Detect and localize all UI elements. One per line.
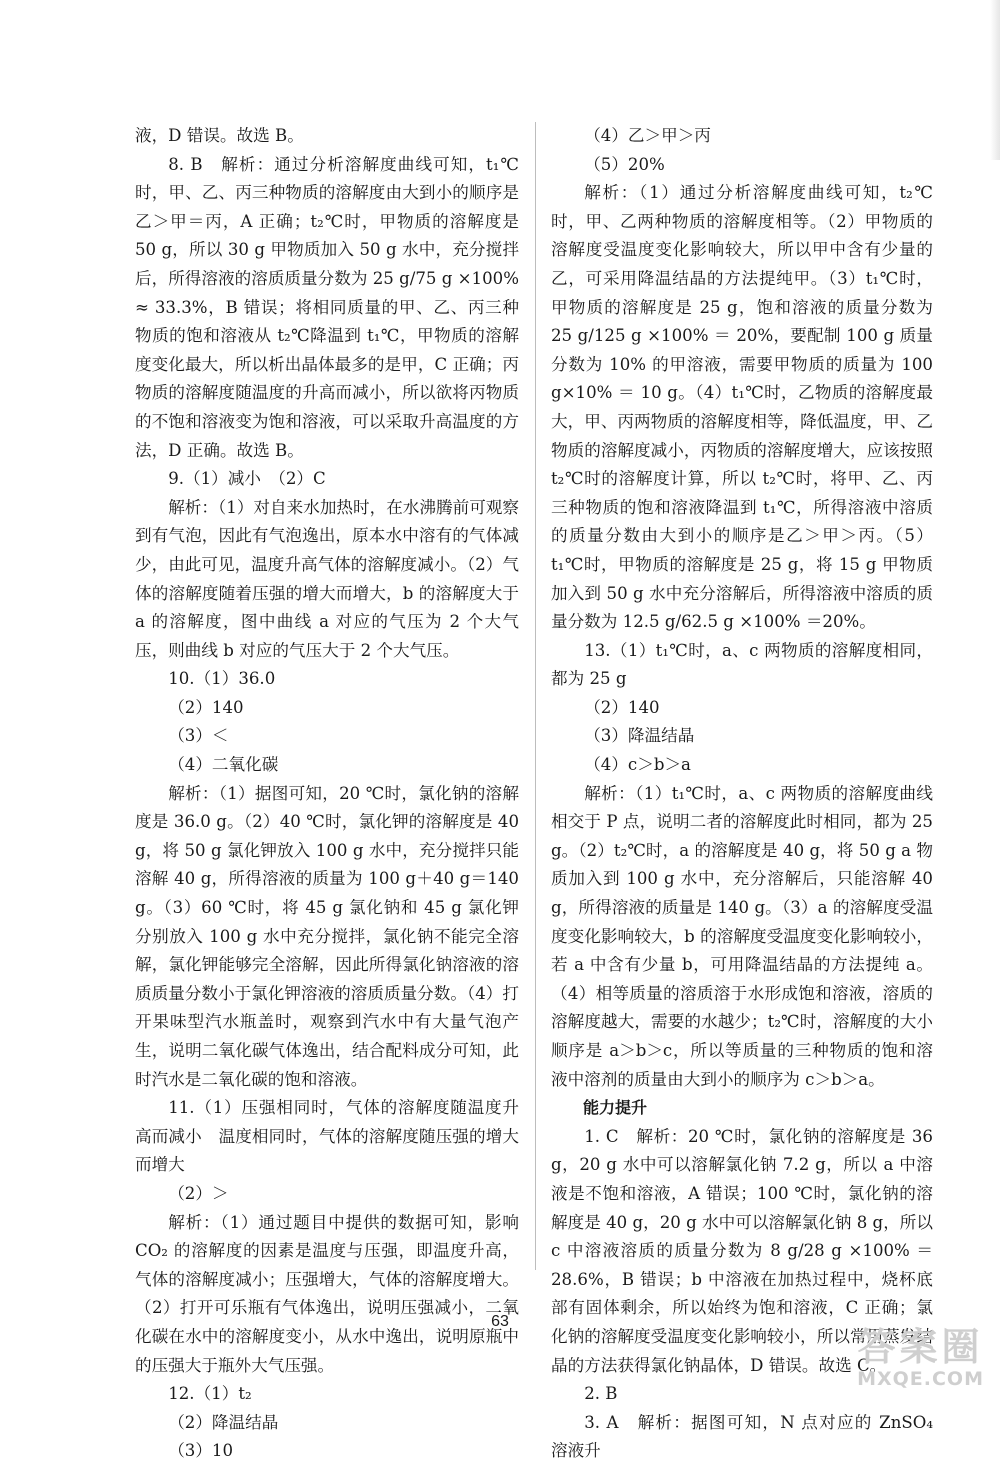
answer-paragraph: 1. C 解析：20 ℃时，氯化钠的溶解度是 36 g，20 g 水中可以溶解氯化钠 7.2 g，所以 a 中溶液是不饱和溶液，A 错误；100 ℃时，氯化钠的溶解度是 40 g，20 g 水中可以溶解氯化钠 8 g，所以 c 中溶液溶质的质量分数为 8 g/28 g ×100% ＝ 28.6%，B 错误；b 中溶液在加热过程中，烧杯底部有固体剩余，所以始终为饱和溶液，C 正确；氯化钠的溶解度受温度变化影响较小，所以常用蒸发结晶的方法获得氯化钠晶体，D 错误。故选 C。: [551, 1126, 933, 1375]
right-column: [551, 122, 933, 1466]
answer-paragraph: （2）140: [168, 697, 244, 717]
answer-paragraph: 解析：（1）通过分析溶解度曲线可知，t₂℃时，甲、乙两种物质的溶解度相等。（2）甲物质的溶解度受温度变化影响较大，所以甲中含有少量的乙，可采用降温结晶的方法提纯甲。（3）t₁℃时，甲物质的溶解度是 25 g，饱和溶液的质量分数为 25 g/125 g ×100% ＝ 20%，要配制 100 g 质量分数为 10% 的甲溶液，需要甲物质的质量为 100 g×10% ＝ 10 g。（4）t₁℃时，乙物质的溶解度最大，甲、丙两物质的溶解度相等，降低温度，甲、乙物质的溶解度减小，丙物质的溶解度增大，应该按照 t₂℃时的溶解度计算，所以 t₂℃时，将甲、乙、丙三种物质的饱和溶液降温到 t₁℃，所得溶液中溶质的质量分数由大到小的顺序是乙＞甲＞丙。（5）t₁℃时，甲物质的溶解度是 25 g，将 15 g 甲物质加入到 50 g 水中充分溶解后，所得溶液中溶质的质量分数为 12.5 g/62.5 g ×100% ＝20%。: [551, 183, 933, 632]
answer-paragraph: 9.（1）减小 （2）C: [168, 469, 326, 489]
page-edge-shadow: [990, 0, 1000, 160]
answer-paragraph: 8. B 解析：通过分析溶解度曲线可知，t₁℃时，甲、乙、丙三种物质的溶解度由大到小的顺序是乙＞甲＝丙，A 正确；t₂℃时，甲物质的溶解度是 50 g，所以 30 g 甲物质加入 50 g 水中，充分搅拌后，所得溶液的溶质质量分数为 25 g/75 g ×100% ≈ 33.3%，B 错误；将相同质量的甲、乙、丙三种物质的饱和溶液从 t₂℃降温到 t₁℃，甲物质的溶解度变化最大，所以析出晶体最多的是甲，C 正确；丙物质的溶解度随温度的升高而减小，所以欲将丙物质的不饱和溶液变为饱和溶液，可以采取升高温度的方法，D 正确。故选 B。: [135, 154, 519, 460]
section-heading: 能力提升: [583, 1098, 648, 1118]
answer-paragraph: 12.（1）t₂: [168, 1384, 252, 1404]
answer-paragraph: 液，D 错误。故选 B。: [135, 126, 304, 145]
answer-paragraph: （3）＜: [168, 726, 229, 746]
answer-paragraph: （5）20%: [584, 154, 665, 174]
answer-paragraph: （3）10: [168, 1441, 234, 1461]
answer-paragraph: 解析：（1）据图可知，20 ℃时，氯化钠的溶解度是 36.0 g。（2）40 ℃时，氯化钾的溶解度是 40 g，将 50 g 氯化钾放入 100 g 水中，充分搅拌只能溶解 40 g，所得溶液的质量为 100 g＋40 g＝140 g。（3）60 ℃时，将 45 g 氯化钠和 45 g 氯化钾分别放入 100 g 水中充分搅拌，氯化钠不能完全溶解，氯化钾能够完全溶解，因此所得氯化钠溶液的溶质质量分数小于氯化钾溶液的溶质质量分数。（4）打开果味型汽水瓶盖时，观察到汽水中有大量气泡产生，说明二氧化碳气体逸出，结合配料成分可知，此时汽水是二氧化碳的饱和溶液。: [135, 783, 519, 1089]
watermark-text: 答案圈: [857, 1325, 984, 1369]
watermark-logo: [857, 1326, 984, 1390]
answer-paragraph: （2）140: [584, 697, 660, 717]
answer-paragraph: （4）乙＞甲＞丙: [584, 126, 711, 145]
answer-paragraph: 11.（1）压强相同时，气体的溶解度随温度升高而减小 温度相同时，气体的溶解度随压强的增大而增大: [135, 1098, 519, 1175]
page-number: 63: [491, 1313, 509, 1330]
answer-paragraph: 解析：（1）通过题目中提供的数据可知，影响 CO₂ 的溶解度的因素是温度与压强，即温度升高，气体的溶解度减小；压强增大，气体的溶解度增大。（2）打开可乐瓶有气体逸出，说明压强减小，二氧化碳在水中的溶解度变小，从水中逸出，说明原瓶中的压强大于瓶外大气压强。: [135, 1212, 519, 1375]
answer-paragraph: （2）降温结晶: [168, 1412, 279, 1432]
column-divider: [535, 122, 536, 1270]
answer-paragraph: （4）c＞b＞a: [584, 755, 691, 775]
answer-paragraph: 解析：（1）t₁℃时，a、c 两物质的溶解度曲线相交于 P 点，说明二者的溶解度此时相同，都为 25 g。（2）t₂℃时，a 的溶解度是 40 g，将 50 g a 物质加入到 100 g 水中，充分溶解后，只能溶解 40 g，所得溶液的质量是 140 g。（3）a 的溶解度受温度变化影响较大，b 的溶解度受温度变化影响较小，若 a 中含有少量 b，可用降温结晶的方法提纯 a。（4）相等质量的溶质溶于水形成饱和溶液，溶质的溶解度越大，需要的水越少；t₂℃时，溶解度的大小顺序是 a＞b＞c，所以等质量的三种物质的饱和溶液中溶剂的质量由大到小的顺序为 c＞b＞a。: [551, 783, 933, 1089]
answer-paragraph: 10.（1）36.0: [168, 669, 276, 689]
answer-paragraph: （2）＞: [168, 1183, 229, 1203]
watermark-url: MXQE.COM: [857, 1368, 984, 1390]
answer-paragraph: 3. A 解析：据图可知，N 点对应的 ZnSO₄ 溶液升: [551, 1412, 933, 1461]
answer-paragraph: （4）二氧化碳: [168, 755, 279, 775]
left-column: [135, 122, 519, 1466]
answer-paragraph: 13.（1）t₁℃时，a、c 两物质的溶解度相同，都为 25 g: [551, 640, 933, 689]
answer-paragraph: 2. B: [584, 1384, 618, 1404]
answer-paragraph: （3）降温结晶: [584, 726, 695, 746]
answer-paragraph: 解析：（1）对自来水加热时，在水沸腾前可观察到有气泡，因此有气泡逸出，原本水中溶有的气体减少，由此可见，温度升高气体的溶解度减小。（2）气体的溶解度随着压强的增大而增大，b 的溶解度大于 a 的溶解度，图中曲线 a 对应的气压为 2 个大气压，则曲线 b 对应的气压大于 2 个大气压。: [135, 497, 519, 660]
